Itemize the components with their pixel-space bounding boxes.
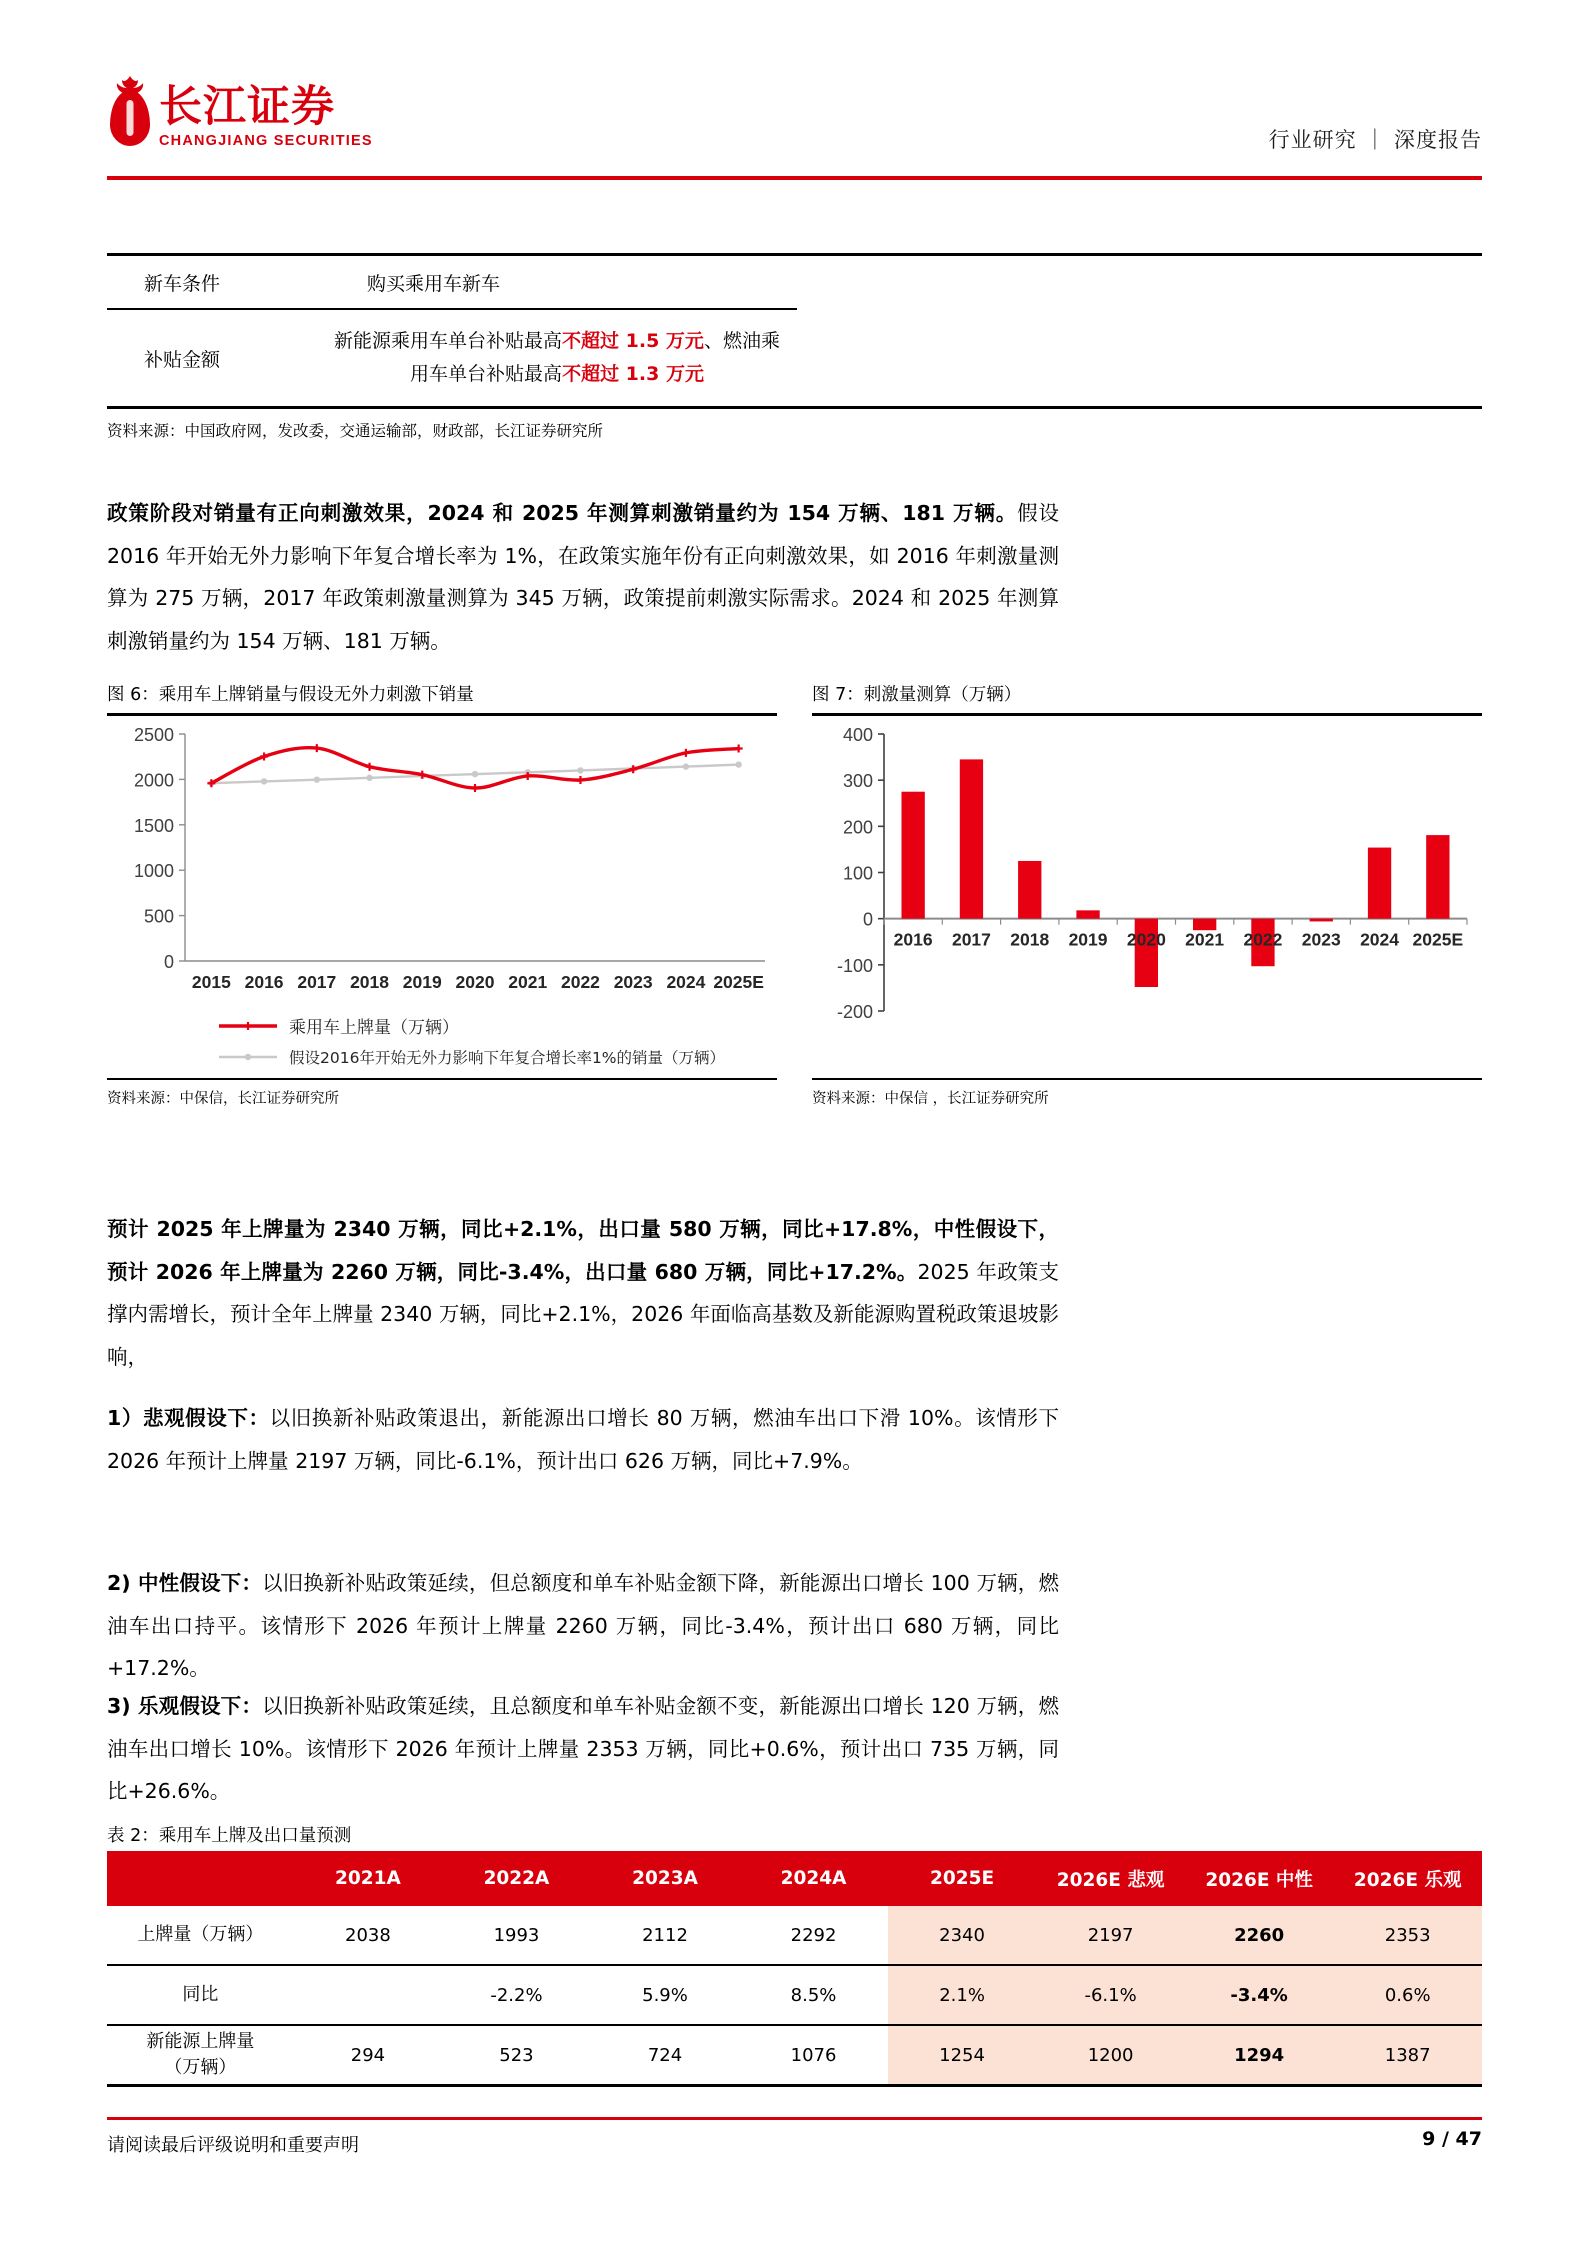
- table-col-header-2026E-乐观: 2026E 乐观: [1333, 1851, 1482, 1906]
- svg-text:2016: 2016: [893, 929, 933, 950]
- scenario-optimistic: [107, 1685, 1059, 1813]
- scenario-2-text: 以旧换新补贴政策延续，但总额度和单车补贴金额下降，新能源出口增长 100 万辆，燃油车出口持平。该情形下 2026 年预计上牌量 2260 万辆，同比-3.4%，预计出口 680 万辆，同比+17.2%。: [107, 1571, 1059, 1681]
- svg-text:2015: 2015: [191, 972, 231, 992]
- table-cell: 1387: [1333, 2025, 1482, 2086]
- figure-6-panel: [107, 681, 777, 1117]
- header-category-label: 行业研究 ｜ 深度报告: [1268, 128, 1482, 152]
- row-value-subsidy-amount: [257, 325, 857, 392]
- table-row-header: 新能源上牌量 （万辆）: [107, 2025, 294, 2086]
- svg-text:500: 500: [143, 906, 174, 927]
- svg-text:0: 0: [862, 909, 873, 930]
- table-row: [107, 310, 1482, 406]
- table-col-header-2021A: 2021A: [294, 1851, 443, 1906]
- subsidy-line-1: [257, 325, 857, 358]
- figure-7-source: 资料来源：中保信 ，长江证券研究所: [812, 1091, 1049, 1107]
- svg-text:300: 300: [842, 771, 873, 792]
- subsidy-text-c: 用车单台补贴最高: [410, 363, 563, 385]
- table-col-header-2024A: 2024A: [739, 1851, 888, 1906]
- table-row: [107, 256, 1482, 308]
- table-cell: 724: [591, 2025, 740, 2086]
- footer-divider: [107, 2117, 1482, 2120]
- svg-text:1000: 1000: [133, 861, 174, 882]
- svg-text:400: 400: [842, 725, 873, 745]
- svg-text:2017: 2017: [297, 972, 337, 992]
- figure-6-plot-area: [107, 716, 777, 1078]
- table-col-header-2023A: 2023A: [591, 1851, 740, 1906]
- table-cell: -2.2%: [442, 1965, 591, 2025]
- svg-text:2021: 2021: [1185, 929, 1225, 950]
- forecast-table: [107, 1851, 1482, 2087]
- table-cell: 2292: [739, 1906, 888, 1965]
- line-chart-svg: [107, 716, 777, 1078]
- table-cell: 2.1%: [888, 1965, 1037, 2025]
- svg-text:2021: 2021: [508, 972, 548, 992]
- subsidy-highlight-1: 不超过 1.5 万元: [562, 329, 704, 352]
- table-cell: 2353: [1333, 1906, 1482, 1965]
- table-cell: 1294: [1185, 2025, 1334, 2086]
- table-cell: 523: [442, 2025, 591, 2086]
- table-cell: 2112: [591, 1906, 740, 1965]
- svg-text:2017: 2017: [951, 929, 991, 950]
- figure-7-title: 图 7：刺激量测算（万辆）: [812, 685, 1022, 705]
- scenario-1-text: 以旧换新补贴政策退出，新能源出口增长 80 万辆，燃油车出口下滑 10%。该情形下 2026 年预计上牌量 2197 万辆，同比-6.1%，预计出口 626 万辆，同比+7.9%。: [107, 1406, 1059, 1473]
- table-cell: -6.1%: [1036, 1965, 1185, 2025]
- bar-chart-svg: [812, 716, 1482, 1078]
- table-col-header-blank: [107, 1851, 294, 1906]
- table-cell: 2340: [888, 1906, 1037, 1965]
- table-cell: 1993: [442, 1906, 591, 1965]
- scenario-3-text: 以旧换新补贴政策延续，且总额度和单车补贴金额不变，新能源出口增长 120 万辆，燃油车出口增长 10%。该情形下 2026 年预计上牌量 2353 万辆，同比+0.6%，预计出口 735 万辆，同比+26.6%。: [107, 1694, 1059, 1804]
- table-cell: 0.6%: [1333, 1965, 1482, 2025]
- svg-text:2019: 2019: [402, 972, 442, 992]
- subsidy-line-2: [257, 358, 857, 391]
- policy-conditions-table: [107, 253, 1482, 441]
- scenario-pessimistic: [107, 1397, 1059, 1482]
- table-cell: 1200: [1036, 2025, 1185, 2086]
- figure-6-source: 资料来源：中保信，长江证券研究所: [107, 1091, 339, 1107]
- table-cell: 1254: [888, 2025, 1037, 2086]
- paragraph-2026-forecast: [107, 1208, 1059, 1379]
- svg-text:100: 100: [842, 863, 873, 884]
- table-cell: 5.9%: [591, 1965, 740, 2025]
- table-col-header-2022A: 2022A: [442, 1851, 591, 1906]
- top-table-source: 资料来源：中国政府网，发改委，交通运输部，财政部，长江证券研究所: [107, 422, 604, 440]
- figure-7-plot-area: [812, 716, 1482, 1078]
- paragraph2-rest: 2025 年政策支撑内需增长，预计全年上牌量 2340 万辆，同比+2.1%，2026 年面临高基数及新能源购置税政策退坡影响，: [107, 1259, 1060, 1369]
- table-cell: 2197: [1036, 1906, 1185, 1965]
- svg-text:2018: 2018: [1010, 929, 1050, 950]
- svg-text:1500: 1500: [133, 815, 174, 836]
- svg-text:2025E: 2025E: [1412, 929, 1464, 950]
- row-value-new-car-condition: 购买乘用车新车: [367, 272, 501, 295]
- footer-disclaimer: 请阅读最后评级说明和重要声明: [107, 2135, 359, 2156]
- table-row: [107, 1965, 1482, 2025]
- scenario-neutral: [107, 1562, 1059, 1690]
- svg-text:-100: -100: [836, 955, 873, 976]
- svg-text:2022: 2022: [1243, 929, 1283, 950]
- scenario-3-lead: 3) 乐观假设下：: [107, 1694, 263, 1718]
- svg-text:2500: 2500: [133, 725, 174, 745]
- svg-text:2025E: 2025E: [713, 972, 764, 992]
- table-row: [107, 2025, 1482, 2086]
- figure-7-panel: [812, 681, 1482, 1117]
- table-row-header: 同比: [107, 1965, 294, 2025]
- paragraph1-rest: 假设 2016 年开始无外力影响下年复合增长率为 1%，在政策实施年份有正向刺激效果，如 2016 年刺激量测算为 275 万辆，2017 年政策刺激量测算为 345 万辆，政策提前刺激实际需求。2024 和 2025 年测算刺激销量约为 154 万辆、181 万辆。: [107, 501, 1060, 653]
- changjiang-flame-logo-icon: [107, 76, 153, 148]
- svg-text:2023: 2023: [613, 972, 653, 992]
- row-label-subsidy-amount: 补贴金额: [143, 348, 220, 371]
- table-col-header-2026E-中性: 2026E 中性: [1185, 1851, 1334, 1906]
- table-cell: [294, 1965, 443, 2025]
- table-cell: 2038: [294, 1906, 443, 1965]
- forecast-table-head: [107, 1851, 1482, 1906]
- svg-text:2023: 2023: [1301, 929, 1341, 950]
- svg-text:2024: 2024: [666, 972, 706, 992]
- table-cell: 8.5%: [739, 1965, 888, 2025]
- table-col-header-2025E: 2025E: [888, 1851, 1037, 1906]
- table-cell: 294: [294, 2025, 443, 2086]
- row-label-new-car-condition: 新车条件: [143, 272, 220, 295]
- table-col-header-2026E-悲观: 2026E 悲观: [1036, 1851, 1185, 1906]
- subsidy-highlight-2: 不超过 1.3 万元: [562, 363, 704, 385]
- svg-text:2024: 2024: [1360, 929, 1400, 950]
- paragraph2-lead: 预计 2025 年上牌量为 2340 万辆，同比+2.1%，出口量 580 万辆，同比+17.8%，中性假设下，预计 2026 年上牌量为 2260 万辆，同比-3.4%，出口量 680 万辆，同比+17.2%。: [107, 1217, 1059, 1284]
- svg-text:2022: 2022: [560, 972, 600, 992]
- header-divider: [107, 176, 1482, 180]
- table-header-row: [107, 1851, 1482, 1906]
- svg-text:乘用车上牌量（万辆）: 乘用车上牌量（万辆）: [289, 1018, 459, 1038]
- svg-text:2016: 2016: [244, 972, 284, 992]
- svg-text:2020: 2020: [1126, 929, 1166, 950]
- svg-text:2020: 2020: [455, 972, 495, 992]
- subsidy-text-b: 、燃油乘: [703, 329, 780, 352]
- svg-text:0: 0: [163, 952, 174, 972]
- logo-chinese-name: 长江证券: [159, 82, 335, 133]
- svg-text:2000: 2000: [133, 770, 174, 791]
- scenario-2-lead: 2) 中性假设下：: [107, 1571, 263, 1595]
- table-2-caption: 表 2：乘用车上牌及出口量预测: [107, 1826, 352, 1846]
- table-row: [107, 1906, 1482, 1965]
- figure-6-title: 图 6：乘用车上牌销量与假设无外力刺激下销量: [107, 685, 474, 705]
- table-row-header: 上牌量（万辆）: [107, 1906, 294, 1965]
- logo-english-name: CHANGJIANG SECURITIES: [159, 132, 373, 149]
- svg-text:-200: -200: [836, 1002, 873, 1022]
- paragraph1-lead: 政策阶段对销量有正向刺激效果，2024 和 2025 年测算刺激销量约为 154 万辆、181 万辆。: [107, 501, 1018, 525]
- table-cell: -3.4%: [1185, 1965, 1334, 2025]
- svg-text:2018: 2018: [350, 972, 390, 992]
- page-header: [107, 70, 1482, 180]
- svg-text:假设2016年开始无外力影响下年复合增长率1%的销量（万辆）: 假设2016年开始无外力影响下年复合增长率1%的销量（万辆）: [289, 1049, 726, 1067]
- footer-page-number: 9 / 47: [1422, 2128, 1482, 2150]
- forecast-table-body: [107, 1906, 1482, 2086]
- company-logo: [107, 76, 373, 148]
- svg-text:2019: 2019: [1068, 929, 1108, 950]
- paragraph-stimulus-effect: [107, 492, 1059, 663]
- table-cell: 2260: [1185, 1906, 1334, 1965]
- subsidy-text-a: 新能源乘用车单台补贴最高: [334, 329, 563, 352]
- svg-text:200: 200: [842, 817, 873, 838]
- table-cell: 1076: [739, 2025, 888, 2086]
- scenario-1-lead: 1）悲观假设下：: [107, 1406, 270, 1430]
- table-bottom-border: [107, 406, 1482, 409]
